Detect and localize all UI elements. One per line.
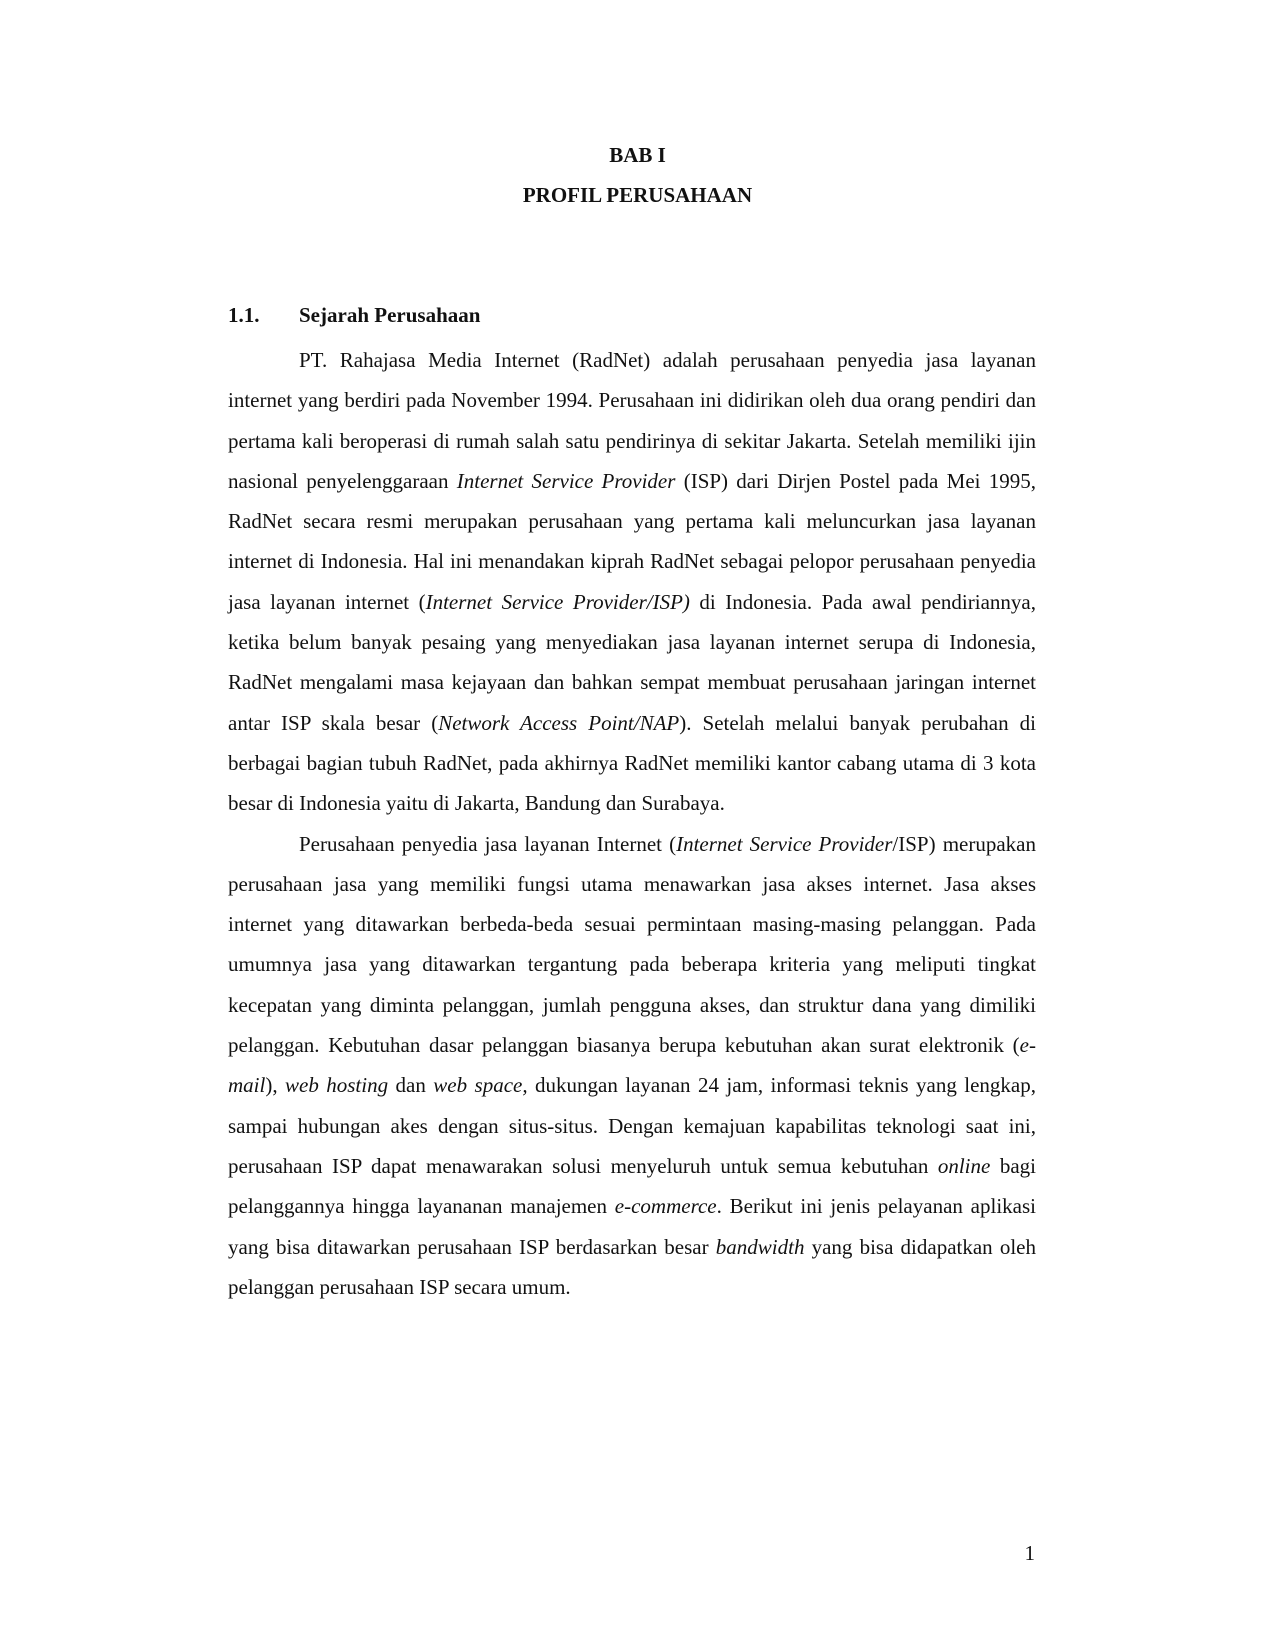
- section-title: Sejarah Perusahaan: [299, 303, 481, 327]
- text-run: yang bisa didapatkan oleh pelanggan perusahaan ISP secara umum.: [228, 1234, 1036, 1299]
- text-run: /ISP) merupakan perusahaan jasa yang memiliki fungsi utama menawarkan jasa akses internet. Jasa akses internet yang ditawarkan berbeda-beda sesuai permintaan masing-masing pelanggan. Pada umumnya jasa yang ditawarkan tergantung pada beberapa kriteria yang meliputi tingkat kecepatan yang diminta pelanggan, jumlah pengguna akses, dan struktur dana yang dimiliki pelanggan. Kebutuhan dasar pelanggan biasanya berupa kebutuhan akan surat elektronik (: [228, 831, 1036, 1058]
- italic-term: Internet Service Provider: [456, 468, 676, 493]
- italic-term: bandwidth: [715, 1234, 805, 1259]
- text-run: (ISP) dari Dirjen Postel pada Mei 1995, RadNet secara resmi merupakan perusahaan yang pertama kali meluncurkan jasa layanan internet di Indonesia. Hal ini menandakan kiprah RadNet sebagai pelopor perusahaan penyedia jasa layanan internet (: [228, 468, 1036, 614]
- text-run: ),: [265, 1073, 286, 1098]
- italic-term: e-commerce: [614, 1194, 717, 1219]
- italic-term: Network Access Point/NAP: [438, 710, 680, 735]
- paragraph-history: [228, 340, 1036, 824]
- italic-term: web hosting: [285, 1073, 389, 1098]
- text-run: PT. Rahajasa Media Internet (RadNet) adalah perusahaan penyedia jasa layanan internet yang berdiri pada November 1994. Perusahaan ini didirikan oleh dua orang pendiri dan pertama kali beroperasi di rumah salah satu pendirinya di sekitar Jakarta. Setelah memiliki ijin nasional penyelenggaraan: [228, 348, 1036, 493]
- text-run: . Berikut ini jenis pelayanan aplikasi yang bisa ditawarkan perusahaan ISP berdasarkan besar: [228, 1194, 1036, 1259]
- chapter-label: BAB I: [609, 143, 666, 167]
- italic-term: Internet Service Provider/ISP): [425, 589, 690, 614]
- text-run: dan: [388, 1073, 434, 1098]
- text-run: bagi pelanggannya hingga layananan manajemen: [228, 1153, 1036, 1219]
- section-number: 1.1.: [228, 303, 260, 327]
- italic-term: Internet Service Provider: [676, 831, 893, 856]
- italic-term: online: [937, 1153, 991, 1178]
- text-run: ). Setelah melalui banyak perubahan di berbagai bagian tubuh RadNet, pada akhirnya RadNet memiliki kantor cabang utama di 3 kota besar di Indonesia yaitu di Jakarta, Bandung dan Surabaya.: [228, 710, 1036, 816]
- chapter-title: PROFIL PERUSAHAAN: [522, 183, 753, 207]
- page-number: 1: [1024, 1541, 1035, 1565]
- section-heading: [228, 300, 480, 330]
- paragraph-isp: [228, 824, 1036, 1308]
- italic-term: e-mail: [228, 1033, 1036, 1098]
- text-run: di Indonesia. Pada awal pendiriannya, ketika belum banyak pesaing yang menyediakan jasa layanan internet serupa di Indonesia, RadNet mengalami masa kejayaan dan bahkan sempat membuat perusahaan jaringan internet antar ISP skala besar (: [228, 589, 1036, 735]
- italic-term: web space,: [433, 1073, 528, 1098]
- body-text: [228, 340, 1036, 1307]
- text-run: Perusahaan penyedia jasa layanan Internet (: [299, 831, 677, 856]
- text-run: dukungan layanan 24 jam, informasi teknis yang lengkap, sampai hubungan akes dengan situs-situs. Dengan kemajuan kapabilitas teknologi saat ini, perusahaan ISP dapat menawarakan solusi menyeluruh untuk semua kebutuhan: [228, 1073, 1036, 1178]
